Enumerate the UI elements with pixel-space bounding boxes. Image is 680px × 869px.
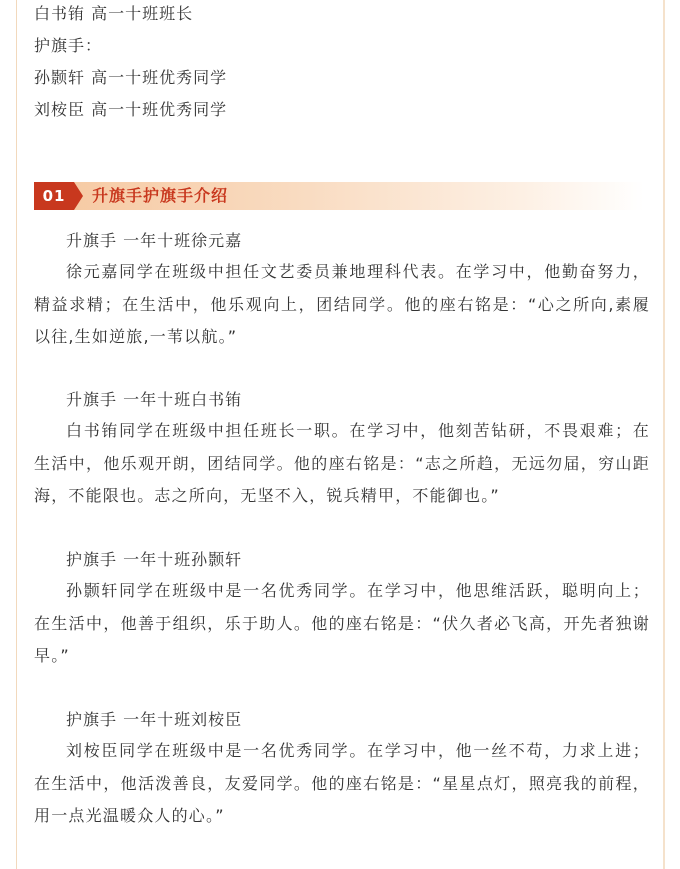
intro-line-guard-2: 刘桉臣 高一十班优秀同学 (34, 100, 228, 119)
intro-line-guard-1: 孙颢轩 高一十班优秀同学 (34, 68, 228, 87)
profile-heading: 升旗手 一年十班白书铕 (66, 390, 243, 409)
profile-heading: 护旗手 一年十班孙颢轩 (66, 550, 243, 569)
section-title: 升旗手护旗手介绍 (92, 186, 229, 205)
profile-heading: 护旗手 一年十班刘桉臣 (66, 710, 243, 729)
profile-text: 孙颢轩同学在班级中是一名优秀同学。在学习中，他思维活跃，聪明向上；在生活中，他善于组织，乐于助人。他的座右铭是：“伏久者必飞高，开先者独谢早。” (34, 581, 650, 665)
intro-line-guard-label: 护旗手： (34, 36, 103, 55)
left-border (16, 0, 17, 869)
section-header (34, 182, 644, 210)
chevron-right-icon (74, 182, 83, 210)
right-border (663, 0, 665, 869)
section-number-badge: 01 (34, 182, 74, 210)
profile-text: 刘桉臣同学在班级中是一名优秀同学。在学习中，他一丝不苟，力求上进；在生活中，他活泼善良，友爱同学。他的座右铭是：“星星点灯，照亮我的前程，用一点光温暖众人的心。” (34, 741, 650, 825)
intro-line-monitor: 白书铕 高一十班班长 (34, 4, 194, 23)
profile-text: 徐元嘉同学在班级中担任文艺委员兼地理科代表。在学习中，他勤奋努力，精益求精；在生活中，他乐观向上，团结同学。他的座右铭是：“心之所向,素履以往,生如逆旅,一苇以航。” (34, 262, 650, 346)
profile-text: 白书铕同学在班级中担任班长一职。在学习中，他刻苦钻研，不畏艰难；在生活中，他乐观开朗，团结同学。他的座右铭是：“志之所趋，无远勿届，穷山距海，不能限也。志之所向，无坚不入，锐兵精甲，不能御也。” (34, 421, 650, 505)
profile-heading: 升旗手 一年十班徐元嘉 (66, 231, 243, 250)
